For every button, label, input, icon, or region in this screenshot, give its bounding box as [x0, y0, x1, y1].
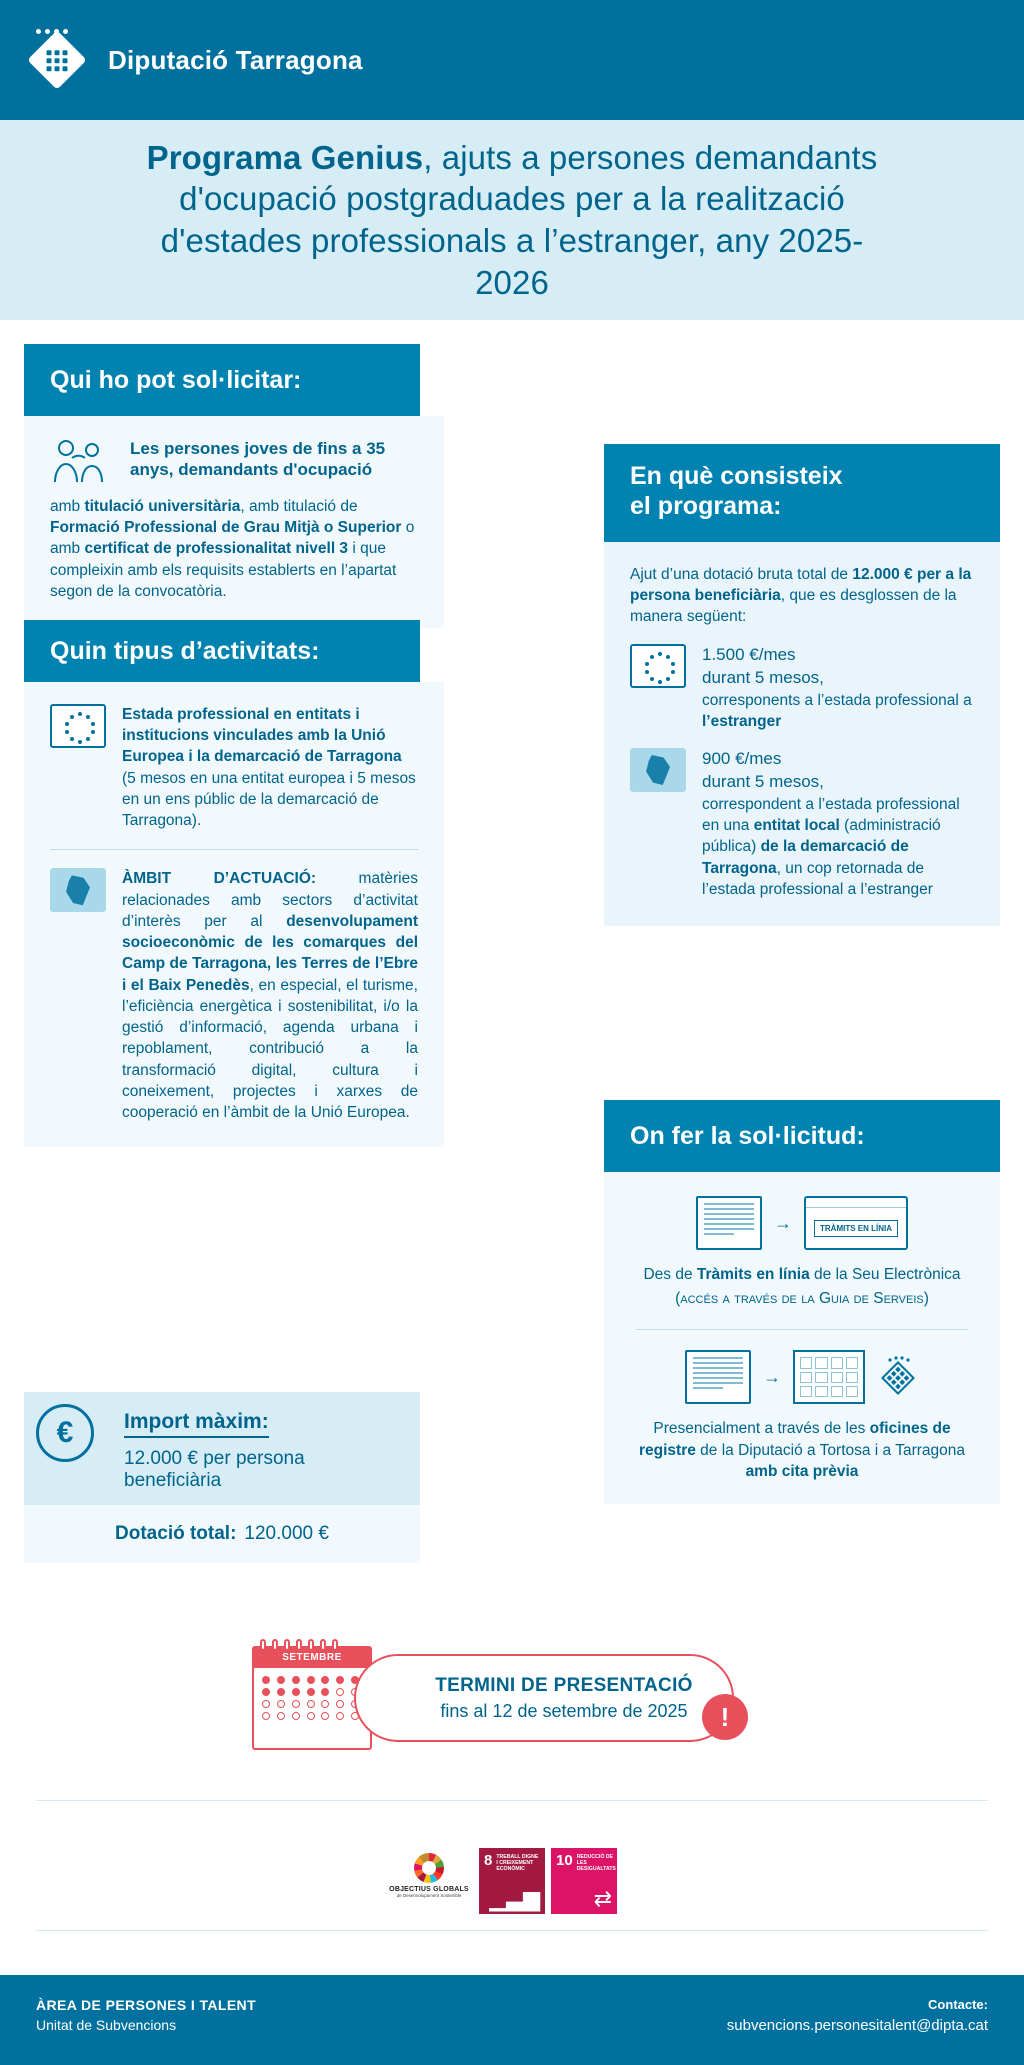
- euro-icon: €: [36, 1404, 94, 1462]
- row2-b2: de la demarcació de Tarragona: [702, 838, 909, 877]
- opt2-t2: de la Diputació a Tortosa i a Tarragona: [695, 1441, 965, 1459]
- activity-2-text: [122, 868, 418, 1123]
- deadline-pill: [354, 1654, 734, 1742]
- activity-2-b: desenvolupament socioeconòmic de les comarques del Camp de Tarragona, les Terres de l’Ebre i el Baix Penedès: [122, 912, 418, 994]
- where-option-2: [626, 1418, 978, 1482]
- row1-duration: durant 5 mesos,: [702, 667, 824, 687]
- sdg-strip: [385, 1848, 617, 1914]
- footer-email[interactable]: subvencions.personesitalent@dipta.cat: [726, 2017, 988, 2034]
- online-procedure-icons: [626, 1196, 978, 1250]
- who-p1: amb: [50, 498, 85, 515]
- page-title-strong: Programa Genius: [146, 138, 424, 176]
- arrow-right-icon: →: [774, 1212, 792, 1233]
- where-option-1-sub: (accés a través de la Guia de Serveis): [675, 1290, 929, 1308]
- program-bar-line2: el programa:: [630, 491, 782, 520]
- divider: [36, 1930, 988, 1931]
- activity-2-a: matèries relacionades amb sectors d’activitat d’interès per al: [122, 870, 418, 930]
- document-icon: [685, 1350, 751, 1404]
- total-label: Dotació total:: [115, 1523, 237, 1544]
- opt1-t1: Des de: [643, 1266, 697, 1283]
- exclamation-icon: !: [702, 1694, 748, 1740]
- program-body: [604, 542, 1000, 926]
- activity-1-bold: Estada professional en entitats i institucions vinculades amb la Unió Europea i la demarcació de Tarragona: [122, 706, 402, 766]
- tarragona-map-icon: [630, 748, 686, 792]
- people-icon: [50, 438, 116, 484]
- sdg-logo-line2: de Desenvolupament Sostenible: [396, 1892, 462, 1898]
- browser-window-icon: [804, 1196, 908, 1250]
- footer-left: [36, 1997, 256, 2033]
- page-footer: [0, 1975, 1024, 2065]
- activities-bar: Quin tipus d’activitats:: [24, 620, 420, 682]
- calendar-grid: [254, 1668, 370, 1728]
- browser-label: TRÀMITS EN LÍNIA: [814, 1220, 898, 1237]
- sdg-goal-10-number: 10: [556, 1852, 573, 1869]
- program-intro: [630, 564, 974, 628]
- sdg-logo: [385, 1848, 473, 1902]
- title-band: [0, 120, 1024, 320]
- activity-1-rest: (5 mesos en una entitat europea i 5 mesos en un ens públic de la demarcació de Tarragona).: [122, 769, 416, 830]
- who-b2: Formació Professional de Grau Mitjà o Superior: [50, 519, 402, 537]
- who-p4: i que compleixin amb els requisits establerts en l’apartat segon de la convocatòria.: [50, 540, 397, 600]
- program-bar: [604, 444, 1000, 542]
- arrow-right-icon: →: [763, 1366, 781, 1387]
- equals-arrows-icon: ⇄: [593, 1886, 612, 1911]
- row1-amount: 1.500 €/mes: [702, 644, 796, 664]
- row1-detail-bold: l’estranger: [702, 712, 782, 730]
- diamond-logo-icon: [36, 29, 90, 91]
- deadline-subtitle: fins al 12 de setembre de 2025: [440, 1700, 688, 1721]
- activities-section: [24, 620, 444, 1147]
- who-highlight: Les persones joves de fins a 35 anys, demandants d'ocupació: [130, 439, 386, 480]
- activity-item-1: [50, 704, 418, 831]
- deadline-title: TERMINI DE PRESENTACIÓ: [435, 1674, 693, 1696]
- divider: [50, 849, 418, 850]
- row2-duration: durant 5 mesos,: [702, 771, 824, 791]
- row2-b1: entitat local: [753, 817, 840, 835]
- document-icon: [696, 1196, 762, 1250]
- program-intro-2: , que es desglossen de la manera següent:: [630, 587, 957, 626]
- program-row-2: [630, 748, 974, 900]
- row2-detail: [702, 794, 974, 900]
- program-intro-bold: 12.000 € per a la persona beneficiària: [630, 566, 972, 605]
- who-paragraph: [50, 496, 418, 602]
- where-bar: On fer la sol·licitud:: [604, 1100, 1000, 1172]
- sdg-wheel-icon: [414, 1853, 444, 1883]
- footer-contact-label: Contacte:: [928, 1997, 988, 2012]
- program-row-1-text: [702, 644, 974, 732]
- sdg-goal-10: [551, 1848, 617, 1914]
- activity-2-c: , en especial, el turisme, l’eficiència energètica i sostenibilitat, i/o la gestió d’informació, agenda urbana i repoblament, contribució a la transformació digital, cultura i coneixement, projectes i xarxes de cooperació en l’àmbit de la Unió Europea.: [122, 976, 418, 1121]
- eu-flag-icon: [630, 644, 686, 688]
- tarragona-map-icon: [50, 868, 106, 912]
- who-b3: certificat de professionalitat nivell 3: [84, 540, 349, 558]
- who-b1: titulació universitària: [84, 498, 241, 515]
- sdg-goal-8-number: 8: [484, 1852, 493, 1869]
- office-building-icon: [793, 1350, 865, 1404]
- logo-lockup: [36, 29, 363, 91]
- row1-detail: [702, 690, 974, 732]
- opt1-t2: de la Seu Electrònica: [809, 1266, 961, 1283]
- row1-detail-text: corresponents a l’estada professional a: [702, 691, 972, 709]
- activity-1-text: [122, 704, 418, 831]
- who-p3: o amb: [50, 519, 415, 558]
- program-row-2-text: [702, 748, 974, 900]
- opt2-t1: Presencialment a través de les: [653, 1420, 870, 1438]
- program-bar-line1: En què consisteix: [630, 462, 843, 490]
- program-section: [604, 444, 1000, 926]
- program-row-1: [630, 644, 974, 732]
- eu-flag-icon: [50, 704, 106, 748]
- opt2-b2: amb cita prèvia: [745, 1462, 859, 1480]
- who-body: [24, 416, 444, 628]
- row2-t2: (administració pública): [702, 817, 941, 856]
- page-header: [0, 0, 1024, 120]
- activity-item-2: [50, 868, 418, 1123]
- who-bar: Qui ho pot sol·licitar:: [24, 344, 420, 416]
- footer-right: [727, 1997, 988, 2034]
- max-amount-value: 12.000 € per persona beneficiària: [124, 1448, 305, 1491]
- activities-body: [24, 682, 444, 1147]
- program-intro-1: Ajut d’una dotació bruta total de: [630, 566, 853, 583]
- total-amount-box: [24, 1505, 420, 1563]
- activity-2-label: ÀMBIT D’ACTUACIÓ:: [122, 870, 317, 888]
- registry-stamp-icon: [877, 1356, 919, 1398]
- calendar-month: SETEMBRE: [254, 1648, 370, 1668]
- row2-t3: , un cop retornada de l’estada professional a l’estranger: [702, 859, 933, 898]
- sdg-goal-8-name: TREBALL DIGNE I CREIXEMENT ECONÒMIC: [496, 1854, 539, 1872]
- sdg-goal-10-name: REDUCCIÓ DE LES DESIGUALTATS: [576, 1854, 616, 1872]
- deadline-block: [252, 1636, 772, 1758]
- who-p2: , amb titulació de: [240, 498, 358, 515]
- org-name: Diputació Tarragona: [108, 44, 363, 75]
- sdg-logo-line1: OBJECTIUS GLOBALS: [389, 1885, 469, 1893]
- max-amount-label: Import màxim:: [124, 1410, 269, 1438]
- opt2-b1: oficines de registre: [639, 1420, 951, 1459]
- total-value: 120.000 €: [244, 1523, 329, 1544]
- footer-area: ÀREA DE PERSONES I TALENT: [36, 1997, 257, 2013]
- where-option-1: [626, 1264, 978, 1285]
- who-section: [24, 344, 444, 628]
- divider: [636, 1329, 968, 1330]
- row2-t1: correspondent a l’estada professional en una: [702, 795, 960, 835]
- row2-amount: 900 €/mes: [702, 749, 782, 769]
- divider: [36, 1800, 988, 1801]
- in-person-icons: [626, 1350, 978, 1404]
- footer-unit: Unitat de Subvencions: [36, 2017, 177, 2033]
- opt1-bold: Tràmits en línia: [696, 1266, 810, 1283]
- sdg-goal-8: [479, 1848, 545, 1914]
- page-title-rest: , ajuts a persones demandants d'ocupació postgraduades per a la realització d'estades professionals a l’estranger, any 2025-2026: [160, 138, 878, 301]
- page-title: [132, 137, 892, 303]
- where-body: [604, 1172, 1000, 1504]
- bar-chart-icon: ▁▃▆: [489, 1886, 540, 1911]
